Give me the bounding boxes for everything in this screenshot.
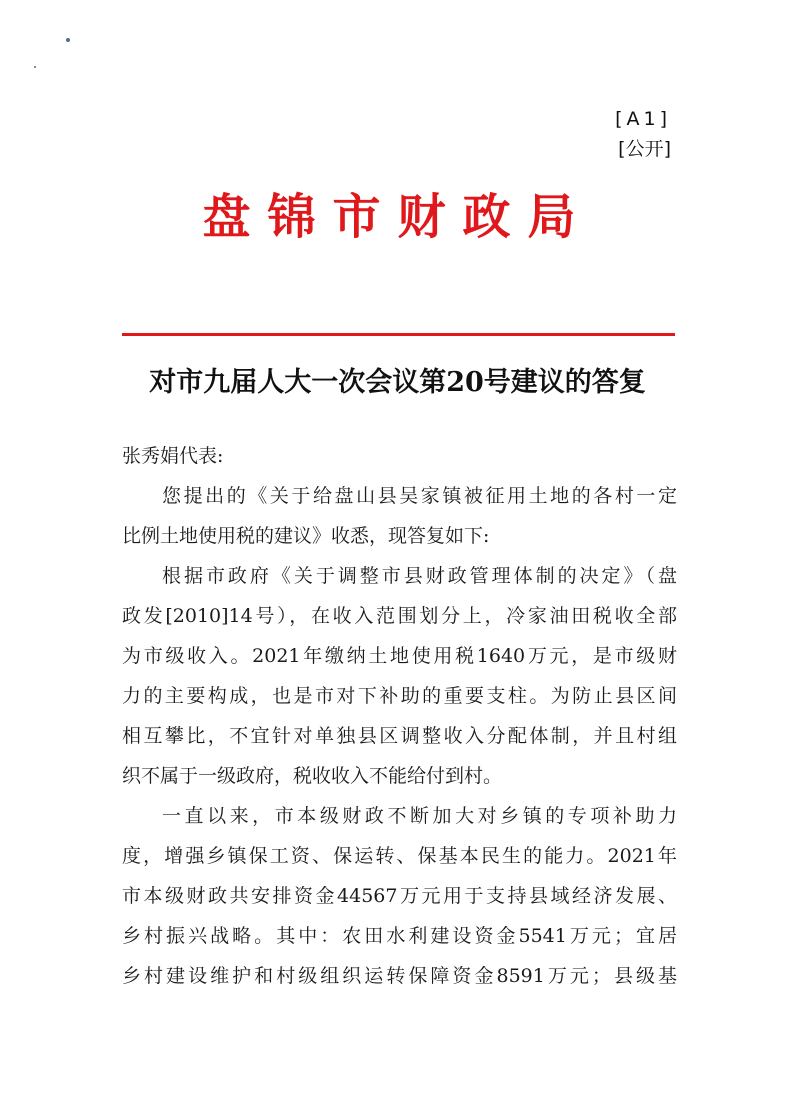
- paragraph-line: 根据市政府《关于调整市县财政管理体制的决定》（盘: [162, 565, 677, 587]
- scan-speck: [66, 38, 70, 42]
- agency-name: 盘锦市财政局: [202, 189, 593, 245]
- document-body: [122, 436, 677, 996]
- document-title: 对市九届人大一次会议第20号建议的答复: [149, 367, 646, 398]
- paragraph-line: 相互攀比，不宜针对单独县区调整收入分配体制，并且村组: [122, 725, 677, 747]
- paragraph-line: 度，增强乡镇保工资、保运转、保基本民生的能力。2021年: [122, 845, 677, 867]
- scan-speck: [34, 66, 36, 68]
- paragraph-line: 比例土地使用税的建议》收悉，现答复如下:: [122, 525, 490, 547]
- disclosure-mark: [公开]: [618, 138, 671, 160]
- paragraph-line: 市本级财政共安排资金44567万元用于支持县域经济发展、: [122, 885, 677, 907]
- paragraph-line: 一直以来，市本级财政不断加大对乡镇的专项补助力: [162, 805, 677, 827]
- header-divider: [122, 333, 675, 336]
- paragraph-line: 乡村建设维护和村级组织运转保障资金8591万元；县级基: [122, 965, 677, 987]
- paragraph-line: 力的主要构成，也是市对下补助的重要支柱。为防止县区间: [122, 685, 677, 707]
- paragraph-line: 您提出的《关于给盘山县吴家镇被征用土地的各村一定: [162, 485, 677, 507]
- paragraph-line: 织不属于一级政府，税收收入不能给付到村。: [122, 765, 503, 787]
- paragraph-line: 政发[2010]14号），在收入范围划分上，冷家油田税收全部: [122, 605, 677, 627]
- paragraph-line: 为市级收入。2021年缴纳土地使用税1640万元，是市级财: [122, 645, 677, 667]
- document-code-mark: [A1]: [615, 108, 671, 130]
- salutation: 张秀娟代表:: [122, 445, 224, 467]
- document-marks: [615, 104, 671, 164]
- paragraph-line: 乡村振兴战略。其中：农田水利建设资金5541万元；宜居: [122, 925, 677, 947]
